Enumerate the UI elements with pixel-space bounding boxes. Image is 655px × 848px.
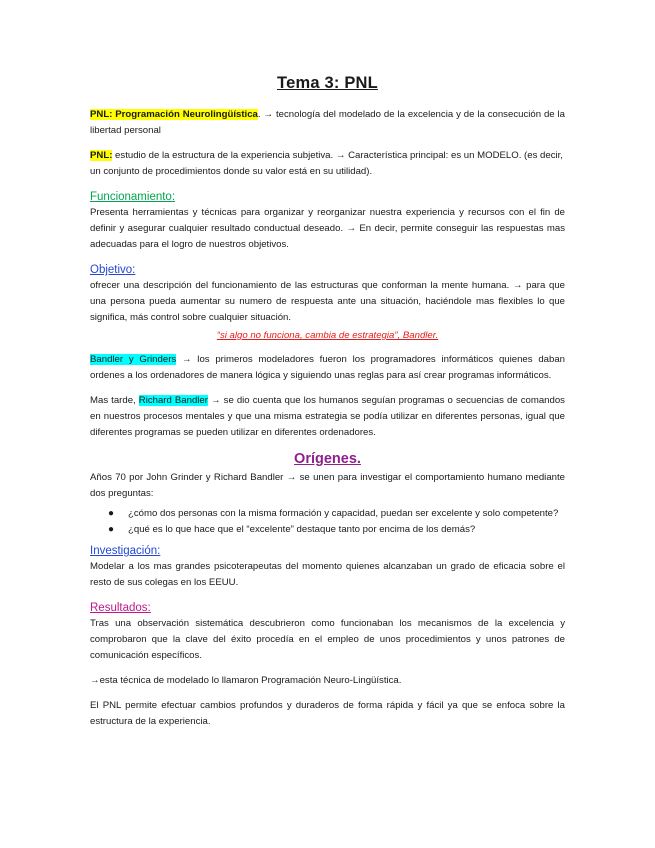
- question-1-text: ¿cómo dos personas con la misma formación y capacidad, puedan ser excelente y solo competente?: [128, 508, 559, 519]
- resultados-heading: Resultados:: [90, 602, 151, 614]
- investigacion-text: Modelar a los mas grandes psicoterapeutas del momento quienes alcanzaban un grado de eficacia sobre el resto de sus colegas en los EEUU.: [90, 561, 565, 588]
- richard-bandler-highlight: Richard Bandler: [138, 395, 208, 406]
- questions-list: [90, 506, 565, 537]
- richard-bandler-paragraph: [90, 393, 565, 441]
- funcionamiento-text: Presenta herramientas y técnicas para organizar y reorganizar nuestra experiencia y recursos con el fin de definir y asegurar cualquier resultado conductual deseado. → En decir, permite conseguir las respuestas mas adecuadas para el logro de nuestros objetivos.: [90, 207, 565, 250]
- richard-bandler-text: → se dio cuenta que los humanos seguían programas o secuencias de comandos en nuestros procesos mentales y que una misma estrategia se podía utilizar en diferentes personas, igual que diferentes programas se pueden utilizar en diferentes ordenadores.: [90, 395, 565, 438]
- bandler-grinders-text: → los primeros modeladores fueron los programadores informáticos quienes daban ordenes a los ordenadores de manera lógica y siguiendo unas reglas para así crear programas informáticos.: [90, 354, 565, 381]
- pnl-study-paragraph: [90, 148, 565, 180]
- funcionamiento-heading: Funcionamiento:: [90, 191, 176, 203]
- objetivo-text: ofrecer una descripción del funcionamiento de las estructuras que conforman la mente humana. → para que una persona pueda aumentar su numero de respuesta ante una situación, haciéndole mas flexibles lo que significa, más control sobre cualquier situación.: [90, 280, 565, 323]
- pnl-highlight: PNL: Programación Neurolingüística: [90, 109, 258, 120]
- list-item: [108, 522, 565, 537]
- document-page: [90, 74, 565, 730]
- bandler-grinders-paragraph: [90, 352, 565, 384]
- resultados-arrow-line: →esta técnica de modelado lo llamaron Programación Neuro-Lingüística.: [90, 675, 402, 686]
- pnl-short-highlight: PNL:: [90, 150, 113, 161]
- list-item: [108, 506, 565, 521]
- pnl-definition-text: . → tecnología del modelado de la excelencia y de la consecución de la libertad personal: [90, 109, 566, 136]
- pnl-study-text: estudio de la estructura de la experiencia subjetiva. → Característica principal: es un MODELO. (es decir, un conjunto de procedimientos donde su valor está en su utilidad).: [90, 150, 563, 177]
- richard-before-text: Mas tarde,: [90, 395, 139, 406]
- pnl-definition-paragraph: [90, 107, 565, 139]
- investigacion-heading: Investigación:: [90, 545, 161, 557]
- origenes-heading: Orígenes.: [294, 451, 361, 467]
- origenes-text: Años 70 por John Grinder y Richard Bandler → se unen para investigar el comportamiento humano mediante dos preguntas:: [90, 472, 565, 499]
- page-title: Tema 3: PNL: [277, 74, 378, 92]
- question-2-text: ¿qué es lo que hace que el “excelente” destaque tanto por encima de los demás?: [128, 524, 476, 535]
- bullet-icon: ●: [108, 508, 115, 519]
- bandler-quote: “si algo no funciona, cambia de estrategia”, Bandler.: [216, 330, 439, 341]
- objetivo-heading: Objetivo:: [90, 264, 136, 276]
- resultados-text: Tras una observación sistemática descubrieron como funcionaban los mecanismos de la excelencia y comprobaron que la clave del éxito procedía en el empleo de unos procedimientos y unos patrones de comunicación específicos.: [90, 618, 565, 661]
- bandler-grinders-highlight: Bandler y Grinders: [90, 354, 177, 365]
- resultados-final-text: El PNL permite efectuar cambios profundos y duraderos de forma rápida y fácil ya que se enfoca sobre la estructura de la experiencia.: [90, 700, 565, 727]
- bullet-icon: ●: [108, 524, 115, 535]
